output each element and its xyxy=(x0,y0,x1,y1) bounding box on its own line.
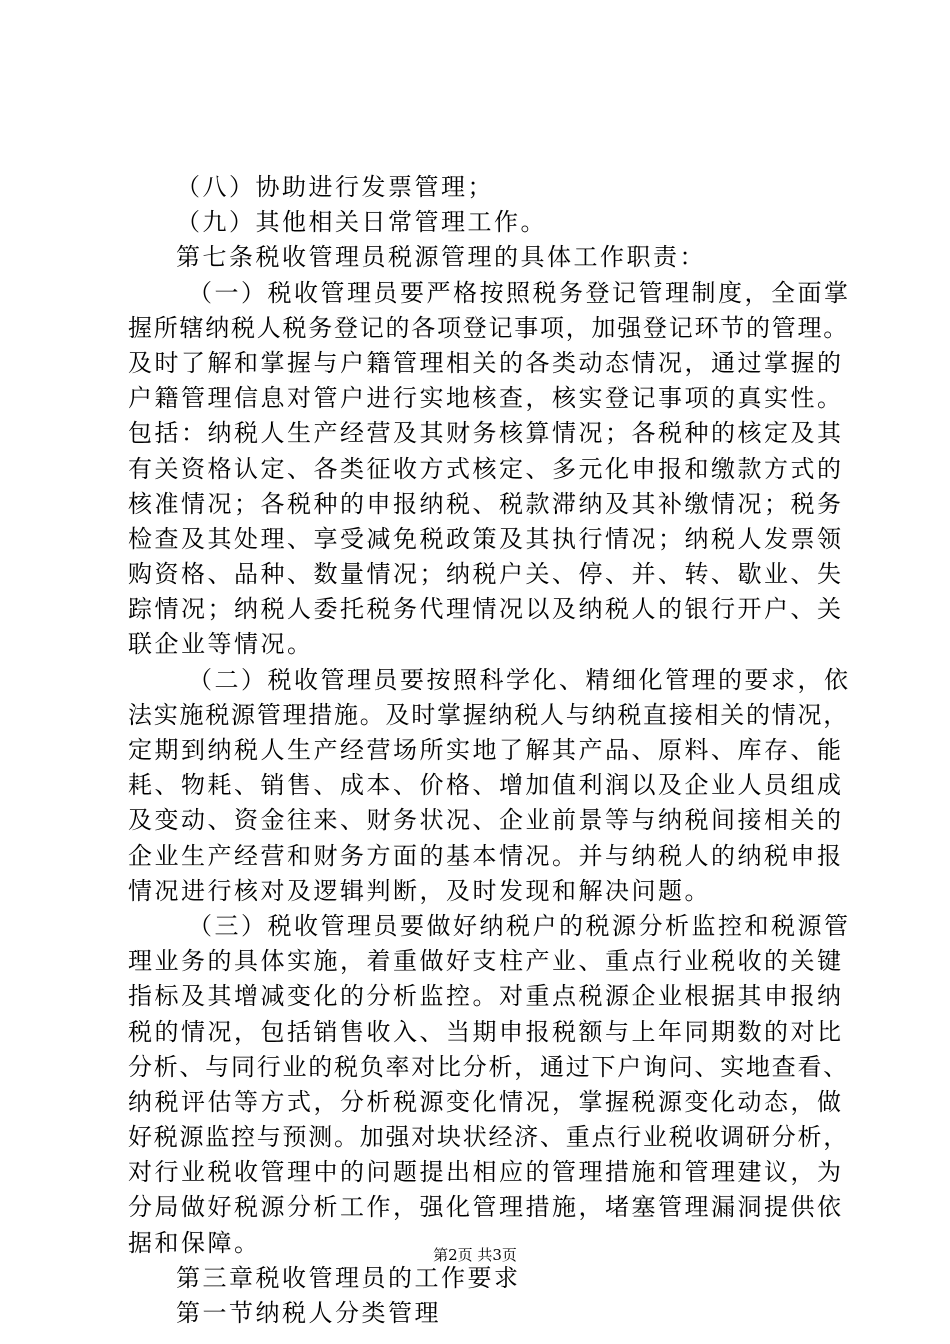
chapter-3-heading xyxy=(128,1261,853,1296)
text-line: 联企业等情况。 xyxy=(128,630,314,659)
text-line: 购资格、品种、数量情况；纳税户关、停、并、转、歇业、失 xyxy=(128,560,844,589)
text-line: 对行业税收管理中的问题提出相应的管理措施和管理建议，为 xyxy=(128,1158,844,1187)
paragraph-duty-1 xyxy=(128,276,853,663)
text-line: 耗、物耗、销售、成本、价格、增加值利润以及企业人员组成 xyxy=(128,771,844,800)
text-line: 据和保障。 xyxy=(128,1228,261,1257)
text-line: 握所辖纳税人税务登记的各项登记事项，加强登记环节的管理。 xyxy=(128,313,849,342)
text-line: 第三章税收管理员的工作要求 xyxy=(176,1263,521,1292)
text-line: 包括：纳税人生产经营及其财务核算情况；各税种的核定及其 xyxy=(128,419,844,448)
text-line: 核准情况；各税种的申报纳税、税款滞纳及其补缴情况；税务 xyxy=(128,489,844,518)
text-line: 及时了解和掌握与户籍管理相关的各类动态情况，通过掌握的 xyxy=(128,348,844,377)
text-line: 理业务的具体实施，着重做好支柱产业、重点行业税收的关键 xyxy=(128,947,844,976)
text-line: 分局做好税源分析工作，强化管理措施，堵塞管理漏洞提供依 xyxy=(128,1193,844,1222)
text-line: 踪情况；纳税人委托税务代理情况以及纳税人的银行开户、关 xyxy=(128,595,844,624)
text-line: （九）其他相关日常管理工作。 xyxy=(176,208,547,237)
text-line: 定期到纳税人生产经营场所实地了解其产品、原料、库存、能 xyxy=(128,736,844,764)
paragraph-duty-2 xyxy=(128,663,853,909)
text-line: 情况进行核对及逻辑判断，及时发现和解决问题。 xyxy=(128,876,711,905)
article-7-heading xyxy=(128,240,853,275)
text-line: 第一节纳税人分类管理 xyxy=(176,1299,441,1327)
text-line: 检查及其处理、享受减免税政策及其执行情况；纳税人发票领 xyxy=(128,524,844,553)
page-footer xyxy=(0,1245,950,1265)
document-body xyxy=(128,170,853,1331)
text-line: 法实施税源管理措施。及时掌握纳税人与纳税直接相关的情况， xyxy=(128,700,849,729)
text-line: 纳税评估等方式，分析税源变化情况，掌握税源变化动态，做 xyxy=(128,1087,844,1116)
text-line: （二）税收管理员要按照科学化、精细化管理的要求，依 xyxy=(188,665,851,694)
page-number-label: 第2页 共3页 xyxy=(433,1246,517,1264)
text-line: （三）税收管理员要做好纳税户的税源分析监控和税源管 xyxy=(188,911,851,940)
text-line: 第七条税收管理员税源管理的具体工作职责： xyxy=(176,243,706,272)
section-1-heading xyxy=(128,1296,853,1331)
text-line: 及变动、资金往来、财务状况、企业前景等与纳税间接相关的 xyxy=(128,806,844,835)
text-line: 好税源监控与预测。加强对块状经济、重点行业税收调研分析， xyxy=(128,1123,849,1152)
text-line: （八）协助进行发票管理； xyxy=(176,173,494,201)
text-line: 税的情况，包括销售收入、当期申报税额与上年同期数的对比 xyxy=(128,1017,844,1046)
paragraph-item-9 xyxy=(128,205,853,240)
text-line: 企业生产经营和财务方面的基本情况。并与纳税人的纳税申报 xyxy=(128,841,844,870)
text-line: 分析、与同行业的税负率对比分析，通过下户询问、实地查看、 xyxy=(128,1052,849,1081)
paragraph-item-8 xyxy=(128,170,853,205)
text-line: （一）税收管理员要严格按照税务登记管理制度，全面掌 xyxy=(188,278,851,307)
text-line: 户籍管理信息对管户进行实地核查，核实登记事项的真实性。 xyxy=(128,384,844,413)
text-line: 指标及其增减变化的分析监控。对重点税源企业根据其申报纳 xyxy=(128,982,844,1011)
text-line: 有关资格认定、各类征收方式核定、多元化申报和缴款方式的 xyxy=(128,454,844,483)
paragraph-duty-3 xyxy=(128,909,853,1261)
